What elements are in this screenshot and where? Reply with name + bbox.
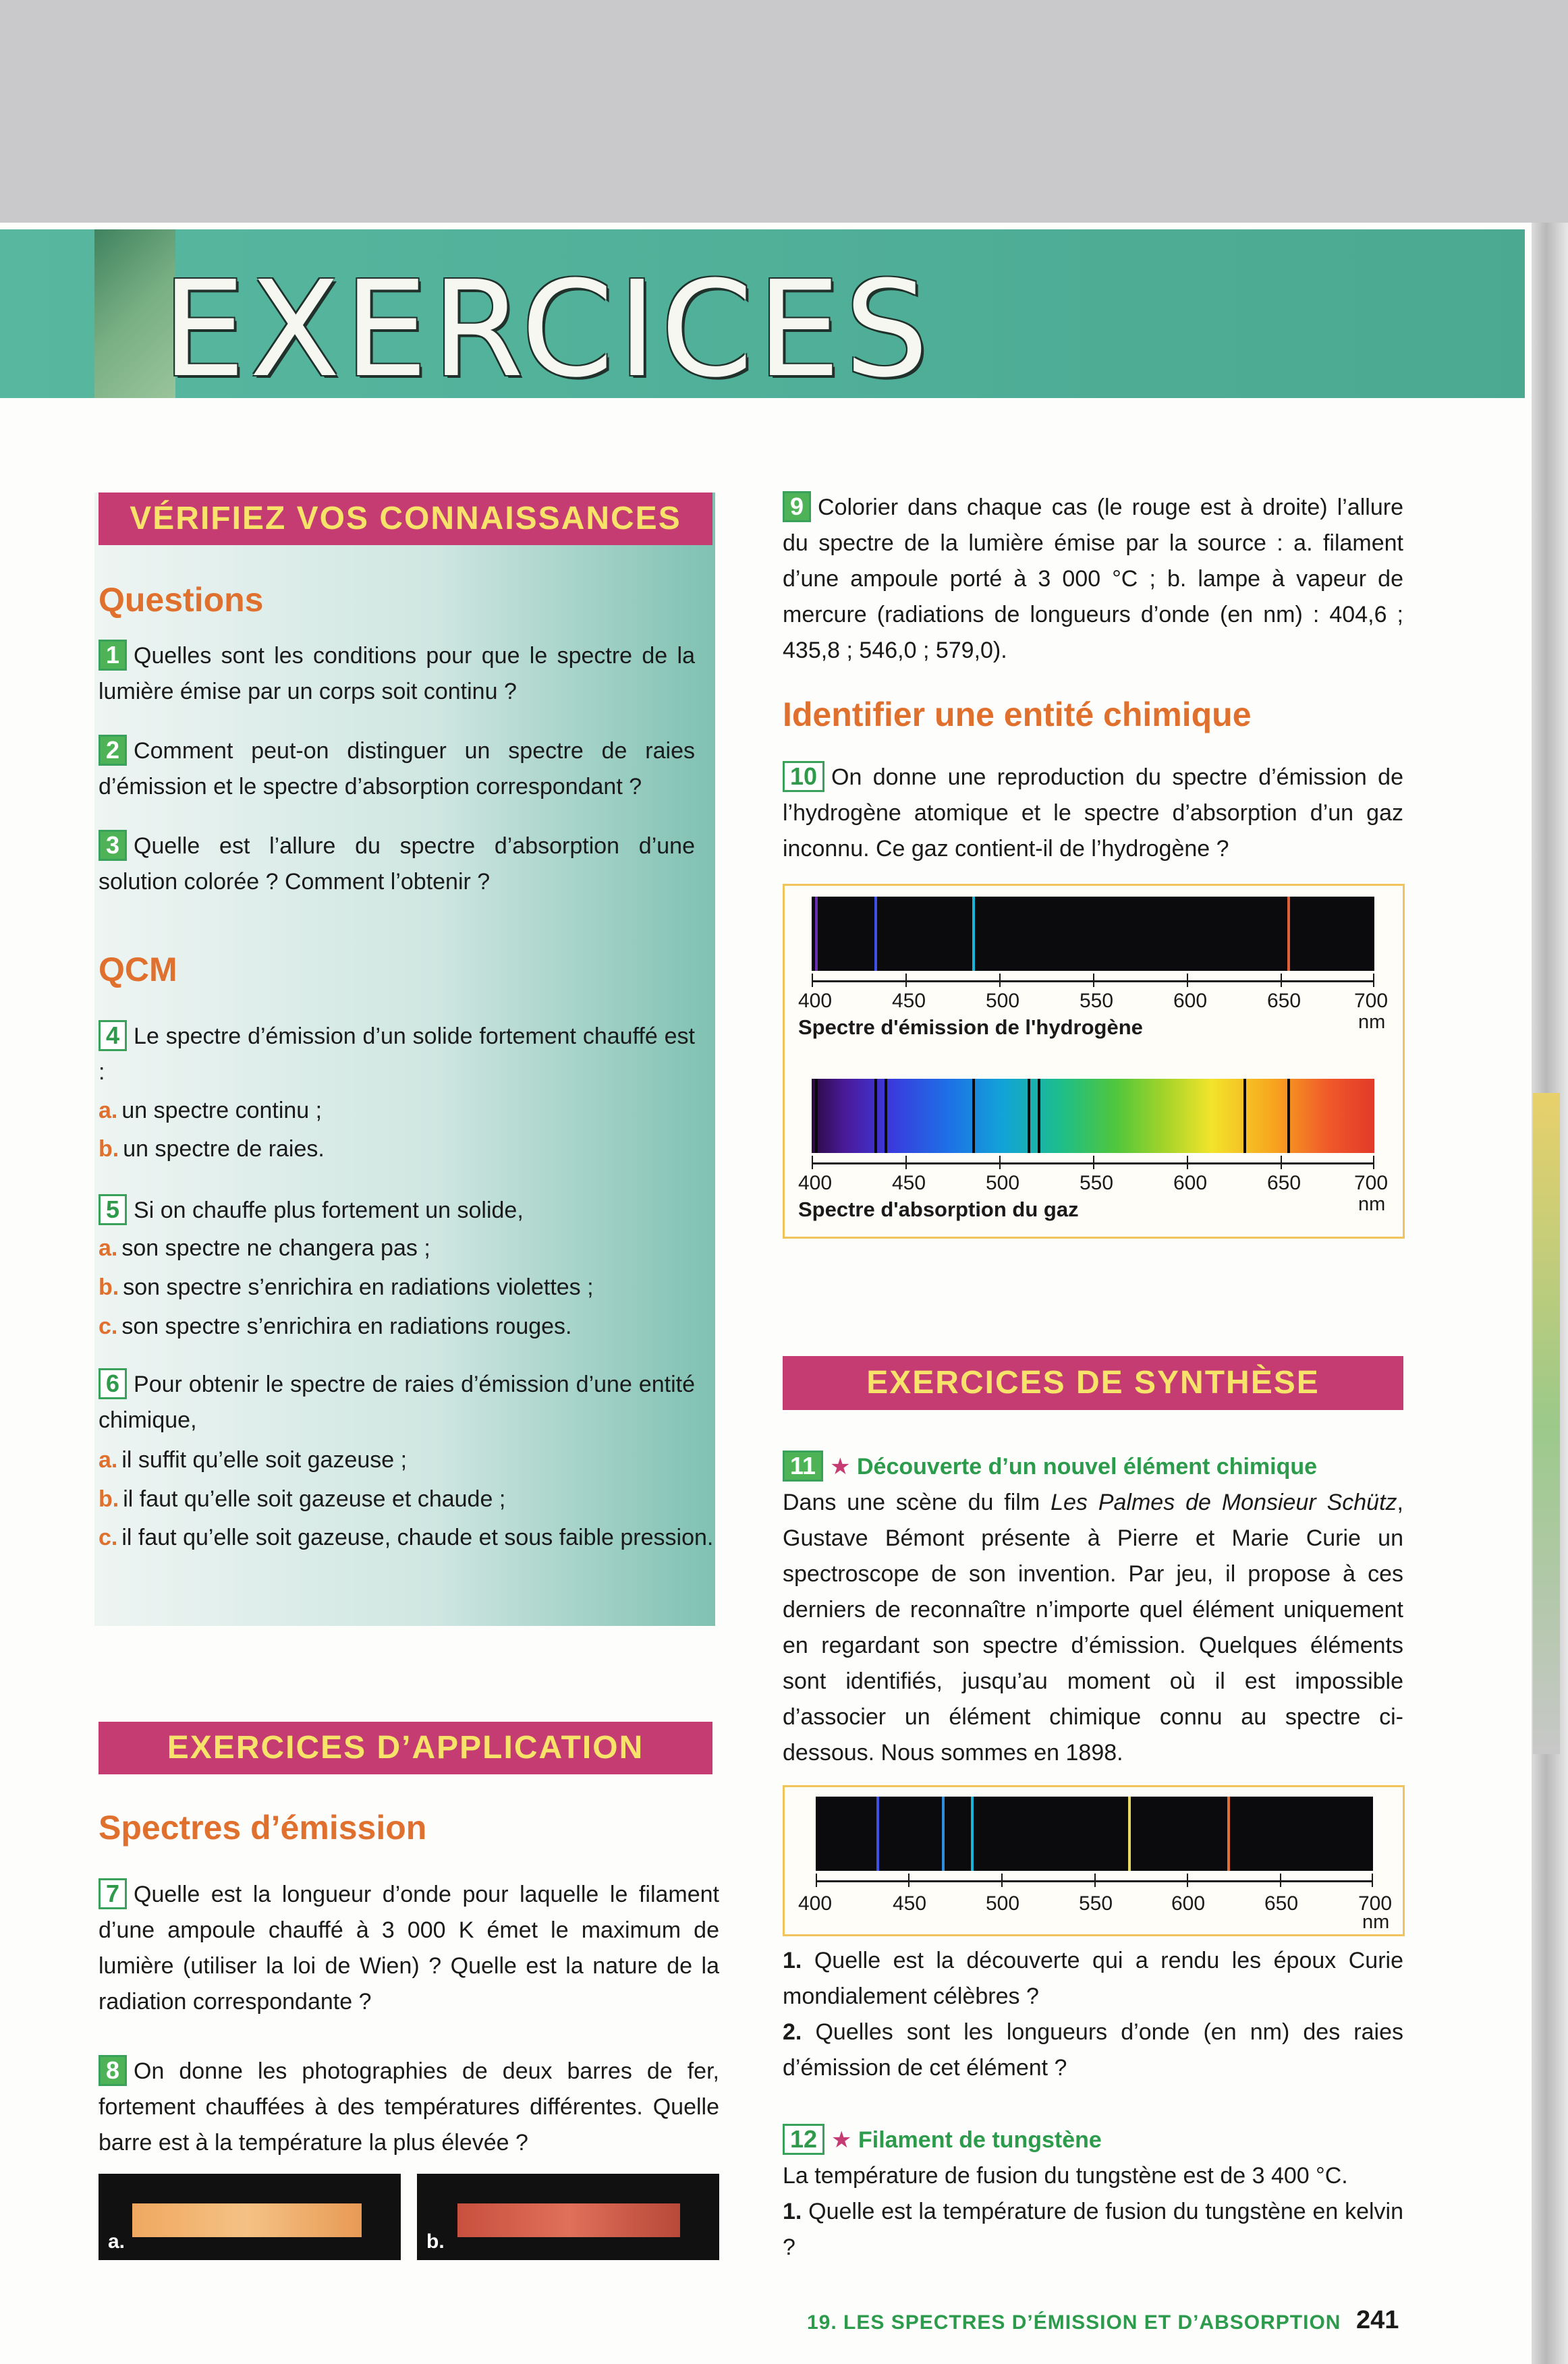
tick [1373,1156,1374,1169]
absorption-line [1028,1079,1030,1153]
unit-label: nm [1362,1911,1390,1933]
question-number: 3 [99,830,127,861]
question-number: 7 [99,1878,127,1909]
tick-label: 450 [892,1172,926,1194]
emission-line-482 [971,1797,974,1871]
heading-qcm: QCM [99,951,177,988]
sub-number: 2. [783,2019,802,2045]
star-icon: ★ [831,2127,852,2153]
photo-bar-b [417,2174,719,2260]
tick [999,974,1001,987]
tick [1093,1156,1094,1169]
exercise-text: La température de fusion du tungstène est de 3 400 °C. [783,2163,1348,2189]
tick-label: 400 [798,990,833,1012]
question-2 [99,733,695,805]
chapter-footer: 19. LES SPECTRES D’ÉMISSION ET D’ABSORPTION [807,2311,1341,2334]
question-number: 10 [783,761,824,792]
caption-absorption: Spectre d'absorption du gaz [798,1198,1079,1221]
tick-label: 550 [1079,1892,1113,1915]
question-number: 6 [99,1368,127,1399]
exercise-text: , Gustave Bémont présente à Pierre et Marie Curie un spectroscope de son invention. Par jeu, il propose à ces derniers de reconnaître n’importe quel élément uniquement en regardant son spectre d’émission. Quelques éléments sont identifiés, jusqu’au moment où il est impossible d’associer un élément chimique connu au spectre ci-dessous. Nous sommes en 1898. [783,1490,1403,1766]
absorption-line [885,1079,887,1153]
sub-number: 1. [783,2199,802,2224]
question-7 [99,1877,719,2020]
question-1 [99,638,695,710]
tick [905,1156,907,1169]
option-6b[interactable]: b. il faut qu’elle soit gazeuse et chaude ; [99,1486,506,1512]
tick-label: 600 [1173,990,1208,1012]
question-number: 1 [99,640,127,671]
tick-label: 700 [1358,1892,1393,1915]
question-number: 4 [99,1020,127,1051]
photo-label-b: b. [426,2230,445,2253]
tick [1094,1874,1096,1887]
tick [812,1156,813,1169]
exercise-title: Découverte d’un nouvel élément chimique [857,1454,1318,1480]
sub-number: 1. [783,1948,802,1973]
question-6 [99,1367,695,1438]
section-synthese: EXERCICES DE SYNTHÈSE [783,1356,1403,1410]
emission-line-486 [972,897,975,971]
tick [1281,1156,1282,1169]
question-text: Le spectre d’émission d’un solide fortement chauffé est : [99,1023,695,1085]
tick-label: 450 [892,990,926,1012]
heading-spectres-emission: Spectres d’émission [99,1809,427,1847]
tick-label: 550 [1080,1172,1114,1194]
star-icon: ★ [830,1454,851,1480]
question-text: Si on chauffe plus fortement un solide, [134,1198,524,1223]
photo-bar-a [99,2174,401,2260]
absorption-line [1038,1079,1040,1153]
question-number: 11 [783,1451,823,1482]
tick-label: 550 [1080,990,1114,1012]
tick-label: 700 [1354,990,1389,1012]
question-4 [99,1019,695,1090]
exercise-title: Filament de tungstène [858,2127,1102,2153]
question-number: 8 [99,2055,127,2086]
tick [1281,974,1282,987]
tick [1372,1874,1373,1887]
question-8 [99,2054,719,2161]
tick [1187,974,1188,987]
question-text: On donne les photographies de deux barres de fer, fortement chauffées à des températures différentes. Quelle barre est à la température la plus élevée ? [99,2058,719,2156]
tick [905,974,907,987]
section-application: EXERCICES D’APPLICATION [99,1722,712,1774]
option-4a[interactable]: a. un spectre continu ; [99,1098,323,1123]
tick [1187,1156,1188,1169]
option-5b[interactable]: b. son spectre s’enrichira en radiations violettes ; [99,1274,594,1300]
question-10 [783,760,1403,867]
tick [1373,974,1374,987]
sub-question-1: Quelle est la découverte qui a rendu les époux Curie mondialement célèbres ? [783,1948,1403,2009]
tick-label: 600 [1173,1172,1208,1194]
option-4b[interactable]: b. un spectre de raies. [99,1136,325,1162]
sub-question-1: Quelle est la température de fusion du tungstène en kelvin ? [783,2199,1403,2260]
tick-label: 650 [1264,1892,1299,1915]
tick-label: 400 [798,1172,833,1194]
question-text: Comment peut-on distinguer un spectre de raies d’émission et le spectre d’absorption correspondant ? [99,738,695,799]
absorption-line [972,1079,975,1153]
tick [1001,1874,1003,1887]
sub-question-2: Quelles sont les longueurs d’onde (en nm) des raies d’émission de cet élément ? [783,2019,1404,2081]
question-12 [783,2122,1403,2266]
tick-label: 700 [1354,1172,1389,1194]
tick-label: 500 [986,1172,1020,1194]
absorption-spectrum-gas [812,1079,1374,1153]
option-6a[interactable]: a. il suffit qu’elle soit gazeuse ; [99,1447,408,1473]
page-edge-tab [1533,1093,1560,1754]
section-verifiez: VÉRIFIEZ VOS CONNAISSANCES [99,492,712,545]
tick-label: 650 [1267,1172,1301,1194]
emission-line-615 [1227,1797,1230,1871]
question-text: Pour obtenir le spectre de raies d’émission d’une entité chimique, [99,1372,695,1433]
heading-identifier: Identifier une entité chimique [783,696,1252,733]
absorption-line [874,1079,877,1153]
question-number: 9 [783,491,811,522]
tick [816,1874,817,1887]
question-11-subs [783,1943,1403,2086]
option-5a[interactable]: a. son spectre ne changera pas ; [99,1235,430,1261]
option-5c[interactable]: c. son spectre s’enrichira en radiations rouges. [99,1314,572,1339]
tick [1093,974,1094,987]
heading-questions: Questions [99,581,264,619]
caption-emission: Spectre d'émission de l'hydrogène [798,1015,1143,1039]
question-text: Colorier dans chaque cas (le rouge est à droite) l’allure du spectre de la lumière émise par la source : a. filament d’une ampoule porté à 3 000 °C ; b. lampe à vapeur de mercure (radiations de longueurs d’onde (en nm) : 404,6 ; 435,8 ; 546,0 ; 579,0). [783,495,1403,663]
emission-spectrum-unknown [816,1797,1373,1871]
tick [812,974,813,987]
tick [1187,1874,1188,1887]
emission-line-565 [1128,1797,1131,1871]
emission-line-434 [874,897,877,971]
tick [1280,1874,1281,1887]
emission-line-410 [815,897,818,971]
figure-spectra-hydrogen [783,884,1405,1239]
question-9 [783,490,1403,669]
question-number: 2 [99,735,127,766]
question-number: 12 [783,2124,824,2155]
hot-bar-b [457,2203,680,2237]
question-text: Quelle est la longueur d’onde pour laquelle le filament d’une ampoule chauffé à 3 000 K émet le maximum de lumière (utiliser la loi de Wien) ? Quelle est la nature de la radiation correspondante ? [99,1882,719,2015]
tick-label: 600 [1171,1892,1206,1915]
tick [999,1156,1001,1169]
photo-label-a: a. [108,2230,125,2253]
tick-label: 500 [986,990,1020,1012]
absorption-line [815,1079,818,1153]
question-number: 5 [99,1194,127,1225]
page-number: 241 [1356,2306,1399,2334]
tick [908,1874,909,1887]
question-text: On donne une reproduction du spectre d’émission de l’hydrogène atomique et le spectre d’absorption d’un gaz inconnu. Ce gaz contient-il de l’hydrogène ? [783,764,1403,862]
page-title: EXERCICES [162,253,933,407]
absorption-line [1243,1079,1246,1153]
question-11 [783,1449,1403,1771]
question-text: Quelle est l’allure du spectre d’absorption d’une solution colorée ? Comment l’obtenir ? [99,833,695,895]
emission-line-468 [942,1797,945,1871]
absorption-line [1287,1079,1290,1153]
tick-label: 650 [1267,990,1301,1012]
question-5 [99,1193,695,1229]
film-title: Les Palmes de Monsieur Schütz [1051,1490,1397,1515]
emission-line-434 [876,1797,879,1871]
unit-label: nm [1358,1193,1386,1215]
tick-label: 500 [986,1892,1020,1915]
exercise-intro: Dans une scène du film [783,1490,1051,1515]
figure-spectrum-unknown [783,1785,1405,1936]
emission-spectrum-hydrogen [812,897,1374,971]
question-3 [99,828,695,900]
option-6c[interactable]: c. il faut qu’elle soit gazeuse, chaude et sous faible pression. [99,1525,714,1550]
question-text: Quelles sont les conditions pour que le spectre de la lumière émise par un corps soit continu ? [99,643,695,704]
tick-label: 400 [798,1892,833,1915]
hot-bar-a [132,2203,362,2237]
emission-line-656 [1287,897,1290,971]
unit-label: nm [1358,1011,1386,1033]
tick-label: 450 [893,1892,927,1915]
